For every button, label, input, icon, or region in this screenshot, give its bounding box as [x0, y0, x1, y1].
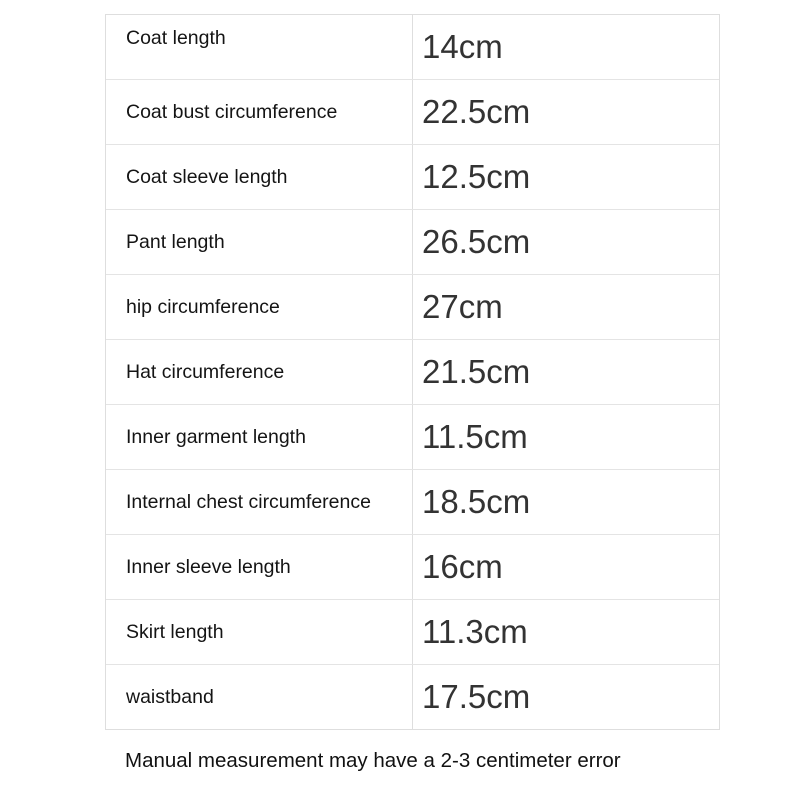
table-row — [106, 15, 719, 79]
table-row — [106, 274, 719, 339]
table-row — [106, 144, 719, 209]
measurement-label: Coat bust circumference — [106, 80, 413, 144]
measurement-label: Skirt length — [106, 600, 413, 664]
size-table — [105, 14, 720, 730]
measurement-label: Inner sleeve length — [106, 535, 413, 599]
measurement-value: 14cm — [422, 28, 503, 65]
measurement-label: Coat length — [106, 15, 413, 79]
measurement-label: Inner garment length — [106, 405, 413, 469]
table-row — [106, 664, 719, 729]
measurement-value: 12.5cm — [422, 158, 531, 195]
measurement-label: Hat circumference — [106, 340, 413, 404]
measurement-value: 11.5cm — [422, 418, 528, 455]
table-row — [106, 404, 719, 469]
measurement-error-note: Manual measurement may have a 2-3 centimeter error — [125, 749, 621, 772]
table-row — [106, 209, 719, 274]
measurement-label: Pant length — [106, 210, 413, 274]
measurement-value: 26.5cm — [422, 223, 531, 260]
measurement-value: 16cm — [422, 548, 503, 585]
measurement-value: 27cm — [422, 288, 503, 325]
measurement-value: 22.5cm — [422, 93, 531, 130]
table-row — [106, 339, 719, 404]
measurement-label: hip circumference — [106, 275, 413, 339]
measurement-label: waistband — [106, 665, 413, 729]
measurement-value: 21.5cm — [422, 353, 531, 390]
table-row — [106, 599, 719, 664]
measurement-label: Coat sleeve length — [106, 145, 413, 209]
measurement-value: 17.5cm — [422, 678, 531, 715]
measurement-value: 11.3cm — [422, 613, 528, 650]
table-row — [106, 79, 719, 144]
table-row — [106, 469, 719, 534]
measurement-value: 18.5cm — [422, 483, 531, 520]
table-row — [106, 534, 719, 599]
measurement-label: Internal chest circumference — [106, 470, 413, 534]
